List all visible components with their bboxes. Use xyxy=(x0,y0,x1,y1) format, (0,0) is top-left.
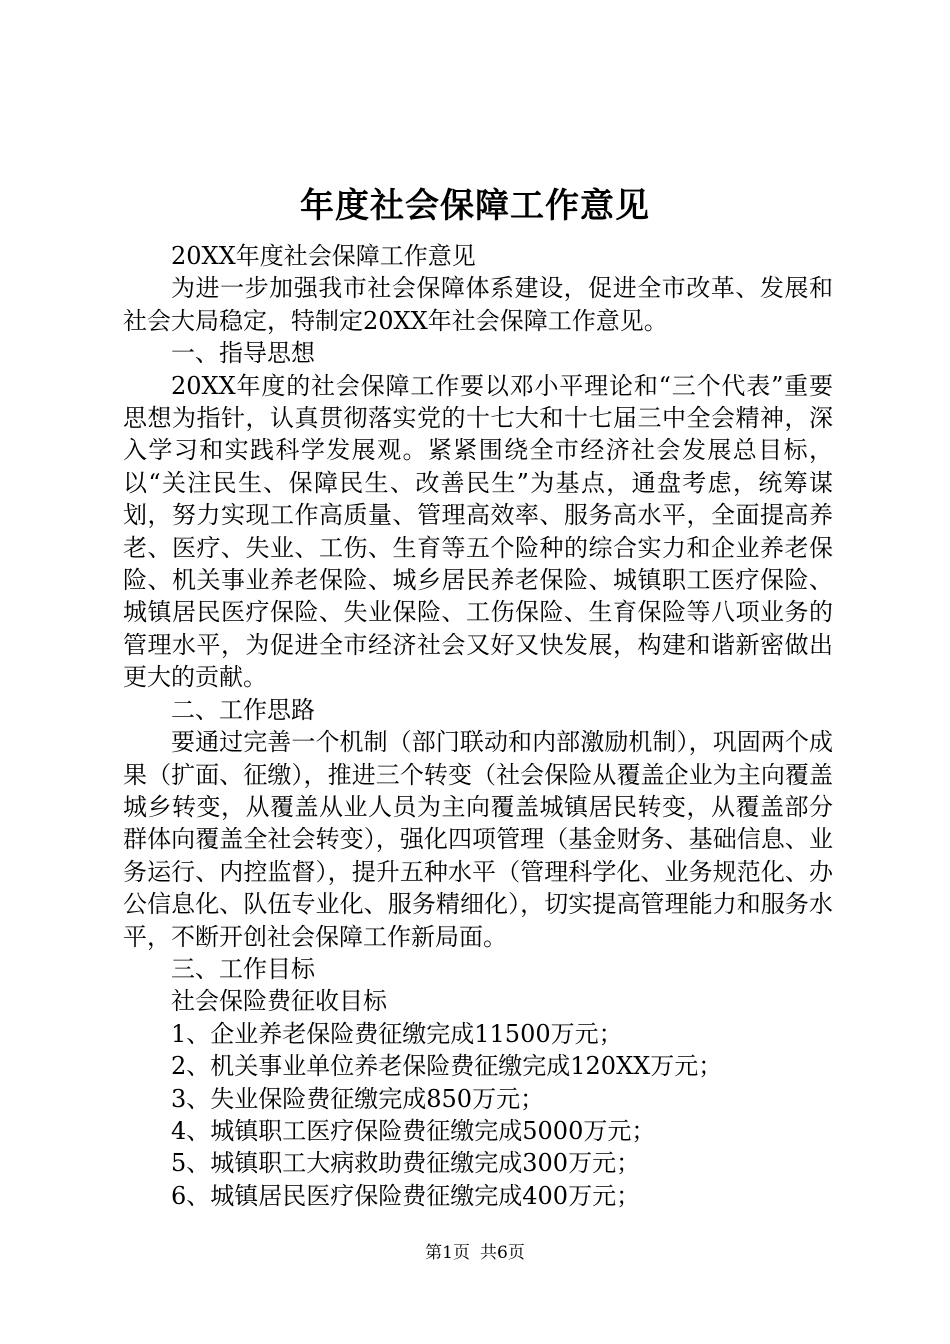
page-number: 第1页 xyxy=(425,1243,470,1263)
work-approach-paragraph: 要通过完善一个机制（部门联动和内部激励机制），巩固两个成果（扩面、征缴），推进三个转变（社会保险从覆盖企业为主向覆盖城乡转变，从覆盖从业人员为主向覆盖城镇居民转变，从覆盖部分群体向覆盖全社会转变），强化四项管理（基金财务、基础信息、业务运行、内控监督），提升五种水平（管理科学化、业务规范化、办公信息化、队伍专业化、服务精细化），切实提高管理能力和服务水平，不断开创社会保障工作新局面。 xyxy=(123,728,833,951)
goal-item: 5、城镇职工大病救助费征缴完成300万元； xyxy=(171,1149,641,1178)
intro-paragraph: 为进一步加强我市社会保障体系建设，促进全市改革、发展和社会大局稳定，特制定20XX年社会保障工作意见。 xyxy=(123,274,833,335)
goals-subheading: 社会保险费征收目标 xyxy=(171,987,387,1016)
subtitle-paragraph: 20XX年度社会保障工作意见 xyxy=(171,242,476,270)
section-heading-work-approach: 二、工作思路 xyxy=(171,695,315,724)
goal-item: 2、机关事业单位养老保险费征缴完成120XX万元； xyxy=(171,1052,723,1081)
goal-item: 6、城镇居民医疗保险费征缴完成400万元； xyxy=(171,1181,641,1210)
page-total: 共6页 xyxy=(480,1243,525,1263)
document-body xyxy=(123,240,833,1212)
goal-item: 3、失业保险费征缴完成850万元； xyxy=(171,1084,545,1113)
document-title: 年度社会保障工作意见 xyxy=(300,186,650,226)
page-footer xyxy=(0,1241,950,1265)
section-heading-work-goals: 三、工作目标 xyxy=(171,954,315,983)
guiding-ideology-paragraph: 20XX年度的社会保障工作要以邓小平理论和“三个代表”重要思想为指针，认真贯彻落实党的十七大和十七届三中全会精神，深入学习和实践科学发展观。紧紧围绕全市经济社会发展总目标，以“关注民生、保障民生、改善民生”为基点，通盘考虑，统筹谋划，努力实现工作高质量、管理高效率、服务高水平，全面提高养老、医疗、失业、工伤、生育等五个险种的综合实力和企业养老保险、机关事业养老保险、城乡居民养老保险、城镇职工医疗保险、城镇居民医疗保险、失业保险、工伤保险、生育保险等八项业务的管理水平，为促进全市经济社会又好又快发展，构建和谐新密做出更大的贡献。 xyxy=(123,371,833,692)
goal-item: 1、企业养老保险费征缴完成11500万元； xyxy=(171,1019,623,1048)
goal-item: 4、城镇职工医疗保险费征缴完成5000万元； xyxy=(171,1116,656,1145)
section-heading-guiding-ideology: 一、指导思想 xyxy=(171,339,315,368)
